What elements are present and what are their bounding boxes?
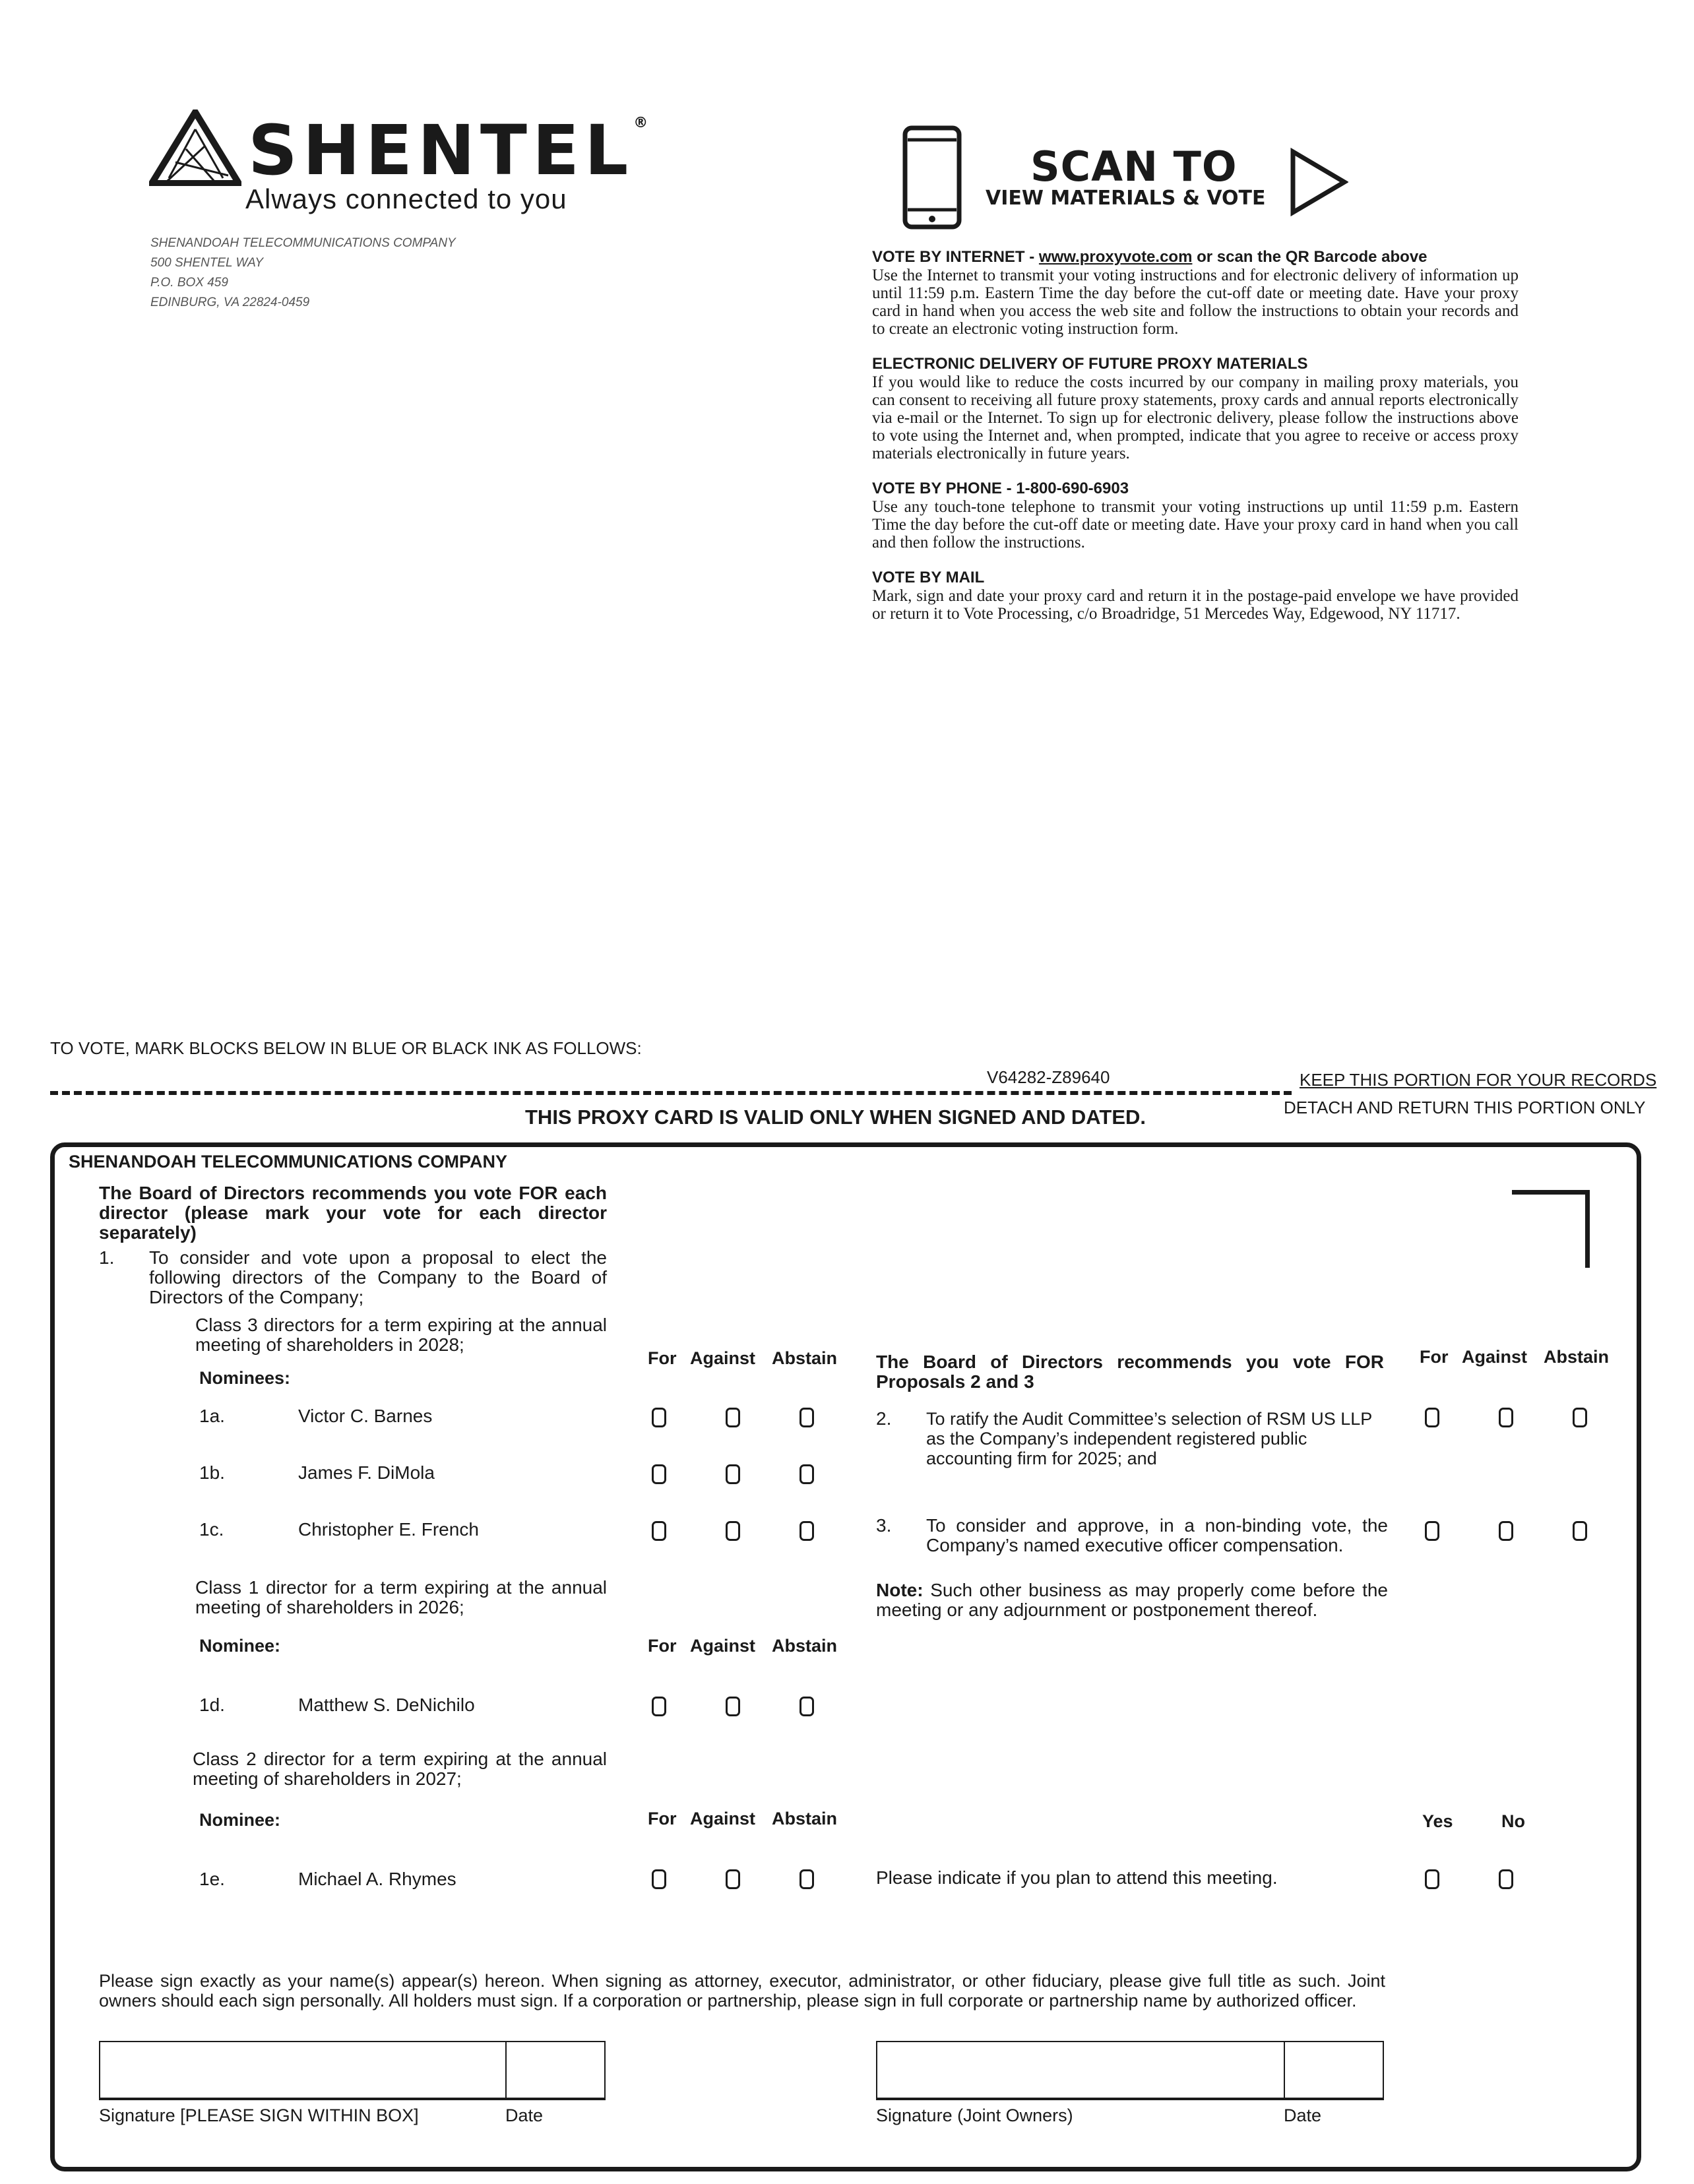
joint-signature-box[interactable] xyxy=(876,2041,1285,2100)
checkbox-1d-for[interactable] xyxy=(652,1697,666,1716)
col-for-b: For xyxy=(1420,1347,1449,1367)
sign-instructions: Please sign exactly as your name(s) appear(s) hereon. When signing as attorney, executor, administrator, or other fiduciary, please give full title as such. Joint owners should each sign personally. All holders must sign. If a corporation or partnership, please sign in full corporate or partnership name by authorized officer. xyxy=(99,1971,1385,2011)
board-recommendation-2: The Board of Directors recommends you vote FOR Proposals 2 and 3 xyxy=(876,1352,1384,1392)
col-against-a: Against xyxy=(690,1348,756,1368)
item3-number: 3. xyxy=(876,1515,892,1536)
nominee-label-d: Nominee: xyxy=(199,1636,281,1656)
internet-body: Use the Internet to transmit your voting instructions and for electronic delivery of information up until 11:59 p.m. Eastern Time the day before the cut-off date or meeting date. Have your proxy card in hand when you access the web site and follow the instructions to obtain your records and to create an electronic voting instruction form. xyxy=(872,266,1519,338)
checkbox-3-abstain[interactable] xyxy=(1573,1521,1587,1541)
date-box[interactable] xyxy=(505,2041,606,2100)
detach-line xyxy=(50,1091,1292,1095)
nominee-1a-num: 1a. xyxy=(199,1406,225,1426)
checkbox-3-for[interactable] xyxy=(1425,1521,1439,1541)
class2-text: Class 2 director for a term expiring at the annual meeting of shareholders in 2027; xyxy=(193,1749,607,1789)
brand-tagline: Always connected to you xyxy=(245,183,567,214)
nominee-1c-name: Christopher E. French xyxy=(298,1519,479,1540)
item3-text: To consider and approve, in a non-binding vote, the Company’s named executive officer compensation. xyxy=(926,1515,1388,1555)
checkbox-1a-against[interactable] xyxy=(726,1408,740,1427)
nominee-1c-num: 1c. xyxy=(199,1519,224,1540)
checkbox-1a-abstain[interactable] xyxy=(800,1408,814,1427)
checkbox-3-against[interactable] xyxy=(1499,1521,1513,1541)
nominee-1d-num: 1d. xyxy=(199,1695,225,1715)
nominee-1e-name: Michael A. Rhymes xyxy=(298,1869,456,1889)
col-no: No xyxy=(1501,1811,1525,1831)
electronic-body: If you would like to reduce the costs incurred by our company in mailing proxy materials, you can consent to receiving all future proxy statements, proxy cards and annual reports electronically via e-mail or the Internet. To sign up for electronic delivery, please follow the instructions above to vote using the Internet and, when prompted, indicate that you agree to receive or access proxy materials electronically in future years. xyxy=(872,373,1519,462)
joint-date-box[interactable] xyxy=(1284,2041,1384,2100)
checkbox-1d-abstain[interactable] xyxy=(800,1697,814,1716)
corner-mark xyxy=(1512,1190,1590,1268)
date-label-1: Date xyxy=(505,2106,544,2125)
col-for-e: For xyxy=(648,1809,677,1828)
phone-heading: VOTE BY PHONE - 1-800-690-6903 xyxy=(872,480,1129,497)
nominee-1e-num: 1e. xyxy=(199,1869,225,1889)
electronic-heading: ELECTRONIC DELIVERY OF FUTURE PROXY MATERIALS xyxy=(872,355,1308,373)
item2-number: 2. xyxy=(876,1408,892,1429)
item1-text: To consider and vote upon a proposal to elect the following directors of the Company to the Board of Directors of the Company; xyxy=(149,1247,607,1307)
checkbox-1e-abstain[interactable] xyxy=(800,1869,814,1889)
nominee-label-e: Nominee: xyxy=(199,1810,281,1830)
keep-portion-label: KEEP THIS PORTION FOR YOUR RECORDS xyxy=(1300,1070,1657,1090)
item1-number: 1. xyxy=(99,1247,115,1268)
checkbox-1a-for[interactable] xyxy=(652,1408,666,1427)
col-against-e: Against xyxy=(690,1809,756,1828)
col-for-d: For xyxy=(648,1636,677,1656)
checkbox-1c-for[interactable] xyxy=(652,1521,666,1541)
checkbox-1b-against[interactable] xyxy=(726,1464,740,1484)
detach-return-label: DETACH AND RETURN THIS PORTION ONLY xyxy=(1284,1098,1646,1117)
valid-notice: THIS PROXY CARD IS VALID ONLY WHEN SIGNED AND DATED. xyxy=(525,1106,1146,1129)
checkbox-2-against[interactable] xyxy=(1499,1408,1513,1427)
col-yes: Yes xyxy=(1422,1811,1453,1831)
col-against-d: Against xyxy=(690,1636,756,1656)
checkbox-1b-abstain[interactable] xyxy=(800,1464,814,1484)
nominee-1b-num: 1b. xyxy=(199,1462,225,1483)
attend-text: Please indicate if you plan to attend this meeting. xyxy=(876,1867,1278,1888)
company-address: SHENANDOAH TELECOMMUNICATIONS COMPANY 500 SHENTEL WAY P.O. BOX 459 EDINBURG, VA 22824-0459 xyxy=(150,236,456,309)
checkbox-1c-against[interactable] xyxy=(726,1521,740,1541)
card-company-name: SHENANDOAH TELECOMMUNICATIONS COMPANY xyxy=(69,1152,507,1171)
brand-name: SHENTEL® xyxy=(248,110,654,191)
mark-instructions: TO VOTE, MARK BLOCKS BELOW IN BLUE OR BLACK INK AS FOLLOWS: xyxy=(50,1038,642,1058)
note-text: Note: Such other business as may properly come before the meeting or any adjournment or postponement thereof. xyxy=(876,1580,1388,1620)
checkbox-1b-for[interactable] xyxy=(652,1464,666,1484)
class3-text: Class 3 directors for a term expiring at the annual meeting of shareholders in 2028; xyxy=(195,1315,607,1355)
vote-instructions xyxy=(872,248,1519,623)
checkbox-1e-against[interactable] xyxy=(726,1869,740,1889)
checkbox-attend-no[interactable] xyxy=(1499,1869,1513,1889)
shentel-logo-icon xyxy=(149,109,241,186)
checkbox-2-for[interactable] xyxy=(1425,1408,1439,1427)
col-abstain-e: Abstain xyxy=(772,1809,838,1828)
date-label-2: Date xyxy=(1284,2106,1322,2125)
checkbox-1d-against[interactable] xyxy=(726,1697,740,1716)
mail-heading: VOTE BY MAIL xyxy=(872,569,985,586)
proxyvote-link[interactable]: www.proxyvote.com xyxy=(1038,248,1193,266)
item2-text: To ratify the Audit Committee’s selection of RSM US LLP as the Company’s independent registered public accounting firm for 2025; and xyxy=(926,1409,1372,1468)
nominee-1d-name: Matthew S. DeNichilo xyxy=(298,1695,475,1715)
col-abstain-d: Abstain xyxy=(772,1636,838,1656)
col-for-a: For xyxy=(648,1348,677,1368)
checkbox-1e-for[interactable] xyxy=(652,1869,666,1889)
col-abstain-b: Abstain xyxy=(1544,1347,1610,1367)
signature-label: Signature [PLEASE SIGN WITHIN BOX] xyxy=(99,2106,419,2125)
checkbox-2-abstain[interactable] xyxy=(1573,1408,1587,1427)
col-against-b: Against xyxy=(1462,1347,1528,1367)
control-number: V64282-Z89640 xyxy=(987,1067,1110,1087)
checkbox-attend-yes[interactable] xyxy=(1425,1869,1439,1889)
scan-title: SCAN TO xyxy=(1030,142,1238,191)
phone-icon xyxy=(902,125,962,230)
play-arrow-icon xyxy=(1289,148,1348,216)
board-recommendation-1: The Board of Directors recommends you vote FOR each director (please mark your vote for each director separately) xyxy=(99,1183,607,1243)
nominee-1a-name: Victor C. Barnes xyxy=(298,1406,433,1426)
col-abstain-a: Abstain xyxy=(772,1348,838,1368)
scan-subtitle: VIEW MATERIALS & VOTE xyxy=(986,187,1266,210)
mail-body: Mark, sign and date your proxy card and return it in the postage-paid envelope we have provided or return it to Vote Processing, c/o Broadridge, 51 Mercedes Way, Edgewood, NY 11717. xyxy=(872,587,1519,623)
internet-heading: VOTE BY INTERNET - www.proxyvote.com or scan the QR Barcode above xyxy=(872,248,1427,266)
nominees-label: Nominees: xyxy=(199,1368,291,1388)
phone-body: Use any touch-tone telephone to transmit your voting instructions up until 11:59 p.m. Eastern Time the day before the cut-off date or meeting date. Have your proxy card in hand when you call and then follow the instructions. xyxy=(872,498,1519,551)
joint-signature-label: Signature (Joint Owners) xyxy=(876,2106,1073,2125)
class1-text: Class 1 director for a term expiring at the annual meeting of shareholders in 2026; xyxy=(195,1577,607,1617)
nominee-1b-name: James F. DiMola xyxy=(298,1462,435,1483)
checkbox-1c-abstain[interactable] xyxy=(800,1521,814,1541)
signature-box[interactable] xyxy=(99,2041,507,2100)
